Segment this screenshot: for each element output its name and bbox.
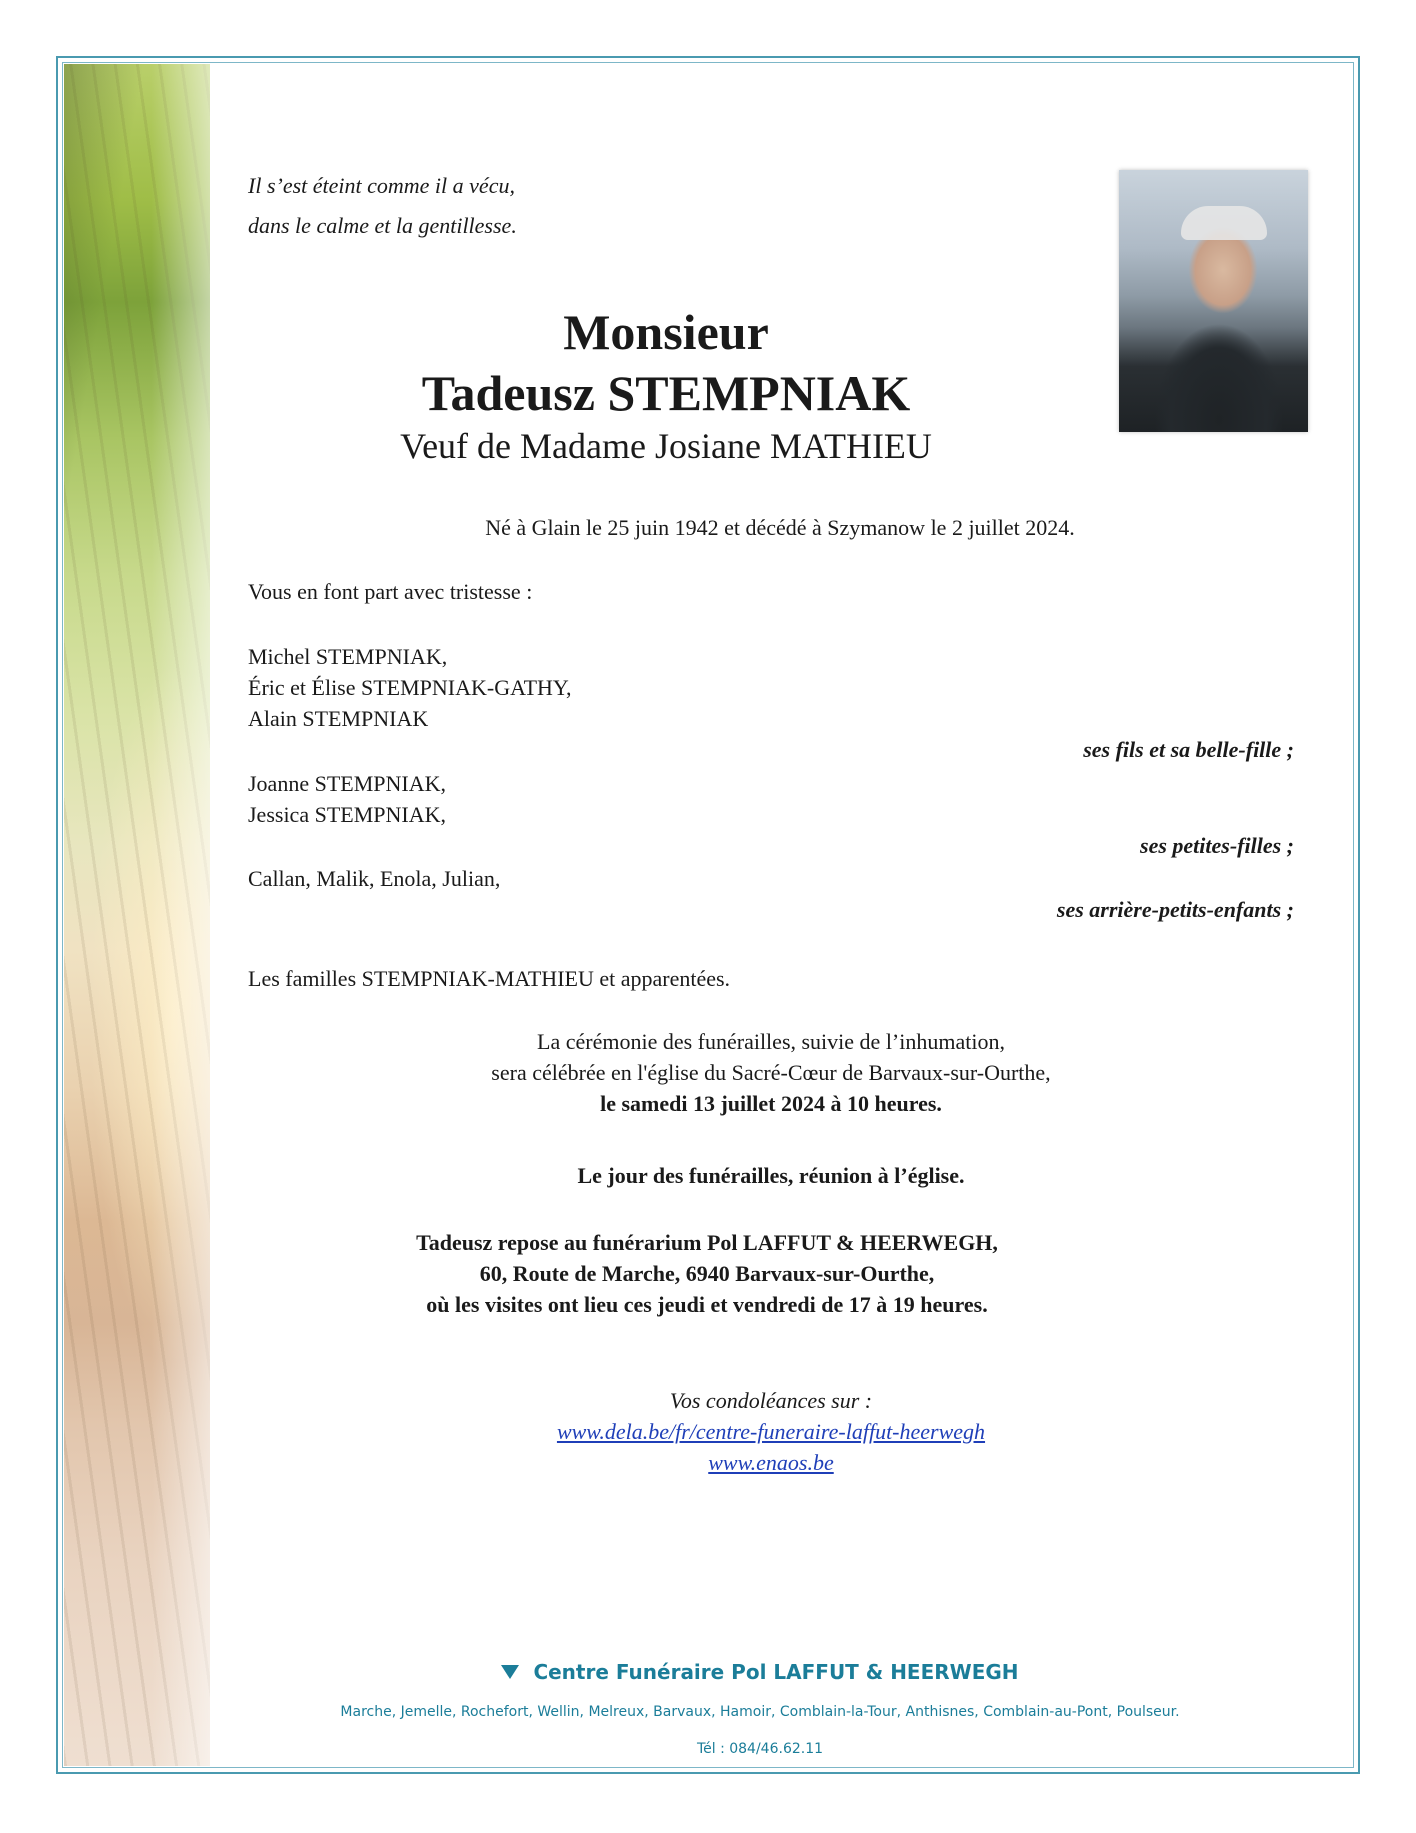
repose-visits: où les visites ont lieu ces jeudi et vendredi de 17 à 19 heures. [426,1292,988,1317]
family-member: Callan, Malik, Enola, Julian, [248,866,501,891]
family-member: Alain STEMPNIAK [248,706,429,731]
civility: Monsieur [563,304,769,360]
widow-of: Veuf de Madame Josiane MATHIEU [400,426,932,466]
repose-block [248,1227,1166,1320]
family-group-grandchildren [248,768,1294,862]
footer [210,1656,1310,1759]
footer-places: Marche, Jemelle, Rochefort, Wellin, Melreux, Barvaux, Hamoir, Comblain-la-Tour, Anthisnes, Comblain-au-Pont, Poulseur. [340,1704,1180,1720]
footer-title-row [210,1656,1310,1688]
intro-text: Vous en font part avec tristesse : [248,579,533,604]
reunion-line: Le jour des funérailles, réunion à l’église. [577,1163,965,1188]
repose-address: 60, Route de Marche, 6940 Barvaux-sur-Ourthe, [479,1261,935,1286]
relation-label: ses arrière-petits-enfants ; [1056,897,1294,922]
footer-phone: Tél : 084/46.62.11 [696,1741,824,1757]
condolences-link-enaos[interactable]: www.enaos.be [708,1450,834,1475]
ceremony-block [248,1026,1294,1119]
epitaph [248,166,517,246]
family-member: Jessica STEMPNIAK, [248,802,446,827]
relation-label: ses fils et sa belle-fille ; [1083,737,1294,762]
deceased-name: Tadeusz STEMPNIAK [421,365,911,421]
condolences-link-dela[interactable]: www.dela.be/fr/centre-funeraire-laffut-heerwegh [556,1419,986,1444]
relation-label: ses petites-filles ; [1140,833,1294,858]
forest-path-photo [64,64,210,1766]
condolences-block [248,1385,1294,1478]
birth-death-line: Né à Glain le 25 juin 1942 et décédé à Szymanow le 2 juillet 2024. [485,515,1075,540]
ceremony-line-1: La cérémonie des funérailles, suivie de l’inhumation, [537,1029,1005,1054]
deceased-title [330,302,1002,468]
ceremony-date: le samedi 13 juillet 2024 à 10 heures. [600,1091,942,1116]
repose-line-1: Tadeusz repose au funérarium Pol LAFFUT & HEERWEGH, [416,1230,998,1255]
family-member: Michel STEMPNIAK, [248,644,448,669]
condolences-caption: Vos condoléances sur : [669,1388,873,1413]
family-member: Joanne STEMPNIAK, [248,771,446,796]
family-member: Éric et Élise STEMPNIAK-GATHY, [248,675,572,700]
footer-title: Centre Funéraire Pol LAFFUT & HEERWEGH [533,1660,1019,1684]
portrait-photo [1119,170,1308,432]
ceremony-line-2: sera célébrée en l'église du Sacré-Cœur de Barvaux-sur-Ourthe, [491,1060,1051,1085]
epitaph-line-1: Il s’est éteint comme il a vécu, [248,173,515,198]
family-group-sons [248,641,1294,766]
families-line: Les familles STEMPNIAK-MATHIEU et apparentées. [248,966,731,991]
triangle-down-icon [501,1665,519,1679]
family-group-great-grandchildren [248,863,1294,926]
epitaph-line-2: dans le calme et la gentillesse. [248,213,517,238]
